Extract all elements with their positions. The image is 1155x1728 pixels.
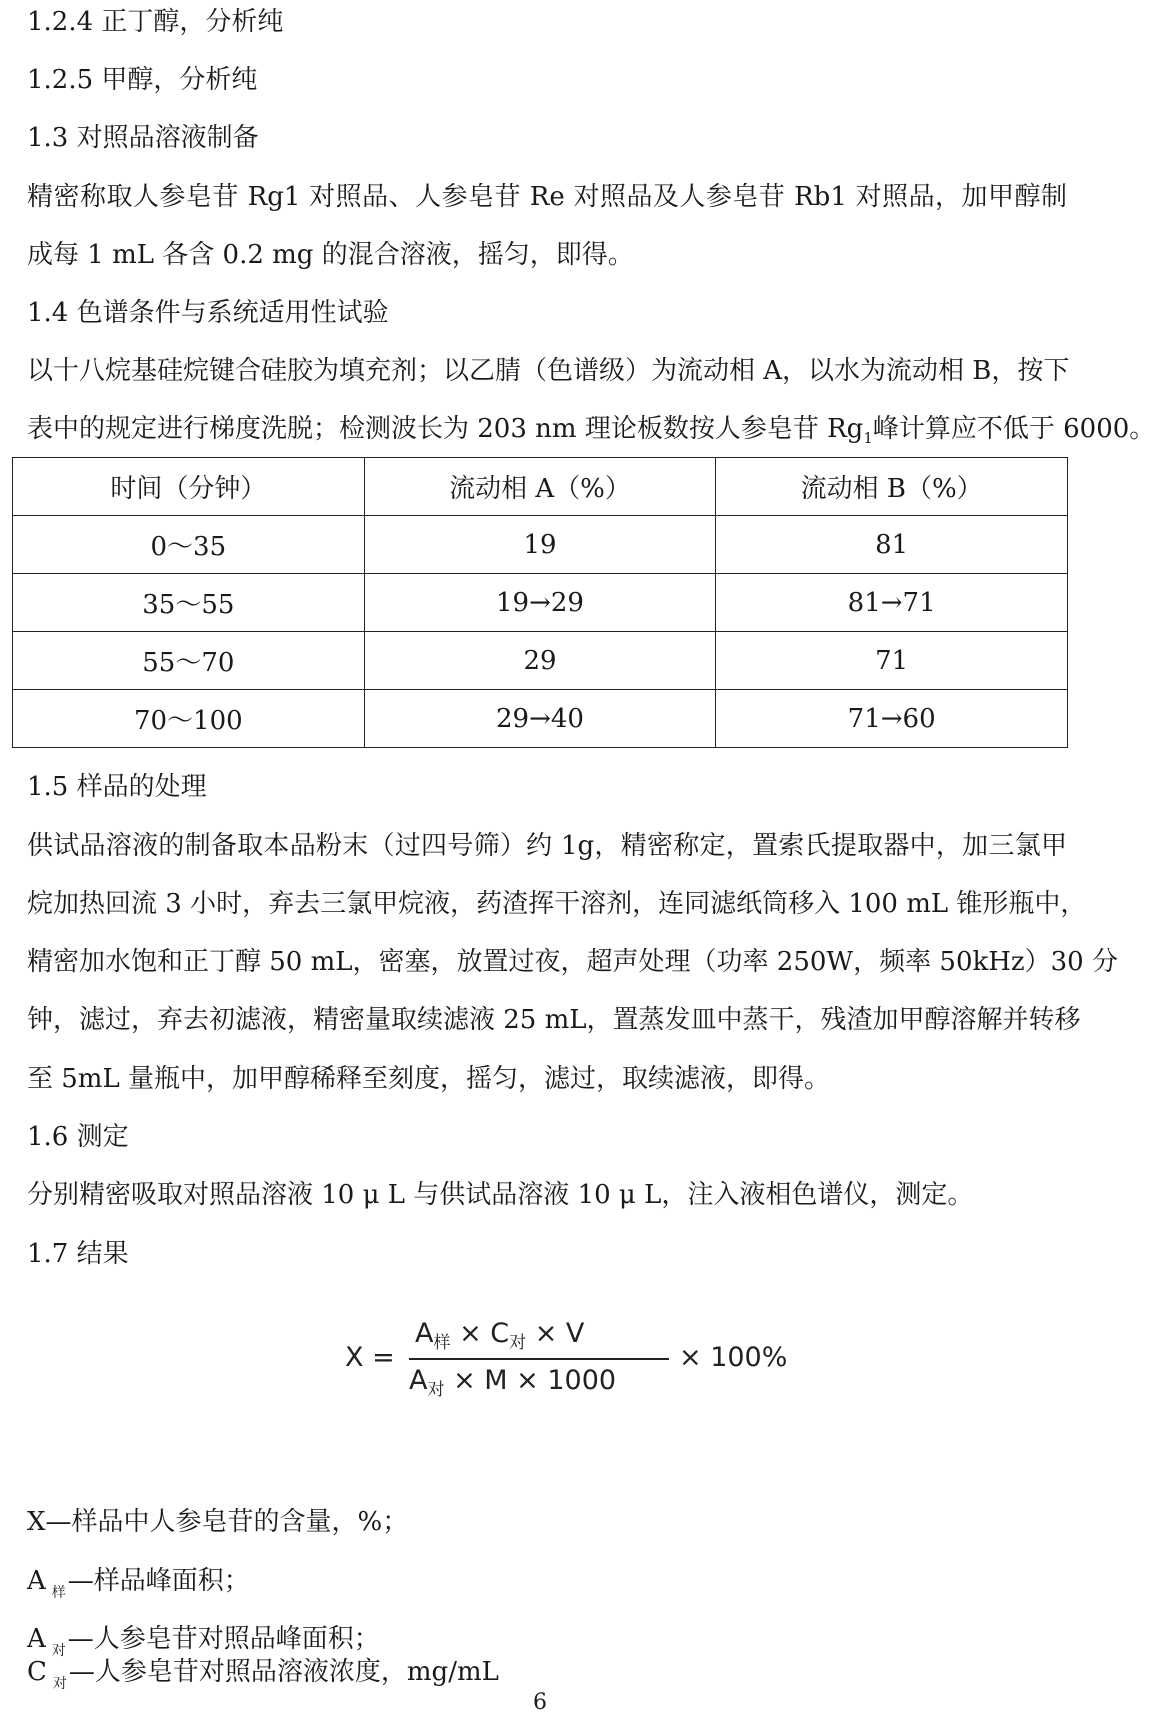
gradient-table <box>12 457 1068 748</box>
section-1-6-title: 1.6 测定 <box>27 1122 129 1152</box>
table-cell: 19→29 <box>364 574 716 632</box>
definition-text: —人参皂苷对照品溶液浓度，mg/mL <box>68 1657 499 1687</box>
formula-term: × M × 1000 <box>444 1365 617 1396</box>
section-1-6-paragraph: 分别精密吸取对照品溶液 10 μ L 与供试品溶液 10 μ L，注入液相色谱仪，测定。 <box>27 1180 974 1210</box>
table-cell: 81 <box>716 516 1068 574</box>
formula-term: × V <box>526 1318 585 1349</box>
table-cell: 29→40 <box>364 690 716 748</box>
section-1-5-title: 1.5 样品的处理 <box>27 772 207 802</box>
paragraph-text: 表中的规定进行梯度洗脱；检测波长为 203 nm 理论板数按人参皂苷 Rg <box>27 414 864 444</box>
content-formula <box>345 1310 788 1410</box>
table-cell: 55～70 <box>13 632 365 690</box>
definition-subscript: 对 <box>51 1643 66 1659</box>
formula-lhs: X = <box>345 1342 395 1373</box>
table-cell: 29 <box>364 632 716 690</box>
paragraph-text: 峰计算应不低于 6000。 <box>872 414 1155 444</box>
table-row <box>13 632 1068 690</box>
formula-term: × C <box>450 1318 510 1349</box>
definition-symbol: A <box>27 1624 46 1654</box>
formula-rhs: × 100% <box>679 1342 788 1373</box>
table-row <box>13 574 1068 632</box>
table-row <box>13 690 1068 748</box>
section-1-7-title: 1.7 结果 <box>27 1239 129 1269</box>
formula-subscript: 样 <box>433 1333 451 1353</box>
subscript: 1 <box>863 429 873 448</box>
formula-term: A <box>415 1318 434 1349</box>
definition-text: —人参皂苷对照品峰面积； <box>67 1624 380 1654</box>
section-1-5-paragraph-line-2: 烷加热回流 3 小时，弃去三氯甲烷液，药渣挥干溶剂，连同滤纸筒移入 100 mL 锥形瓶中， <box>27 889 1087 919</box>
definition-symbol: A <box>27 1566 46 1596</box>
formula-subscript: 对 <box>509 1333 527 1353</box>
table-cell: 81→71 <box>716 574 1068 632</box>
section-1-5-paragraph-line-1: 供试品溶液的制备取本品粉末（过四号筛）约 1g，精密称定，置索氏提取器中，加三氯甲 <box>27 831 1067 861</box>
table-cell: 0～35 <box>13 516 365 574</box>
definition-subscript: 对 <box>52 1676 67 1692</box>
section-1-3-title: 1.3 对照品溶液制备 <box>27 123 259 153</box>
section-1-2-4: 1.2.4 正丁醇，分析纯 <box>27 7 284 37</box>
table-cell: 35～55 <box>13 574 365 632</box>
formula-subscript: 对 <box>427 1380 445 1400</box>
section-1-5-paragraph-line-3: 精密加水饱和正丁醇 50 mL，密塞，放置过夜，超声处理（功率 250W，频率 50kHz）30 分 <box>27 947 1118 977</box>
table-cell: 19 <box>364 516 716 574</box>
table-cell: 71→60 <box>716 690 1068 748</box>
fraction-bar <box>409 1358 669 1360</box>
formula-numerator <box>415 1318 584 1353</box>
definition-subscript: 样 <box>51 1585 66 1601</box>
section-1-3-paragraph-line-2: 成每 1 mL 各含 0.2 mg 的混合溶液，摇匀，即得。 <box>27 240 634 270</box>
section-1-4-paragraph-line-1: 以十八烷基硅烷键合硅胶为填充剂；以乙腈（色谱级）为流动相 A，以水为流动相 B，按下 <box>27 356 1070 386</box>
definition-x: X—样品中人参皂苷的含量，%； <box>27 1507 409 1537</box>
definition-symbol: C <box>27 1657 47 1687</box>
section-1-5-paragraph-line-4: 钟，滤过，弃去初滤液，精密量取续滤液 25 mL，置蒸发皿中蒸干，残渣加甲醇溶解并转移 <box>27 1005 1081 1035</box>
section-1-5-paragraph-line-5: 至 5mL 量瓶中，加甲醇稀释至刻度，摇匀，滤过，取续滤液，即得。 <box>27 1064 830 1094</box>
table-cell: 70～100 <box>13 690 365 748</box>
section-1-3-paragraph-line-1: 精密称取人参皂苷 Rg1 对照品、人参皂苷 Re 对照品及人参皂苷 Rb1 对照品，加甲醇制 <box>27 182 1067 212</box>
table-header-cell: 流动相 A（%） <box>364 458 716 516</box>
formula-denominator <box>409 1365 616 1400</box>
table-header-cell: 时间（分钟） <box>13 458 365 516</box>
table-header-row <box>13 458 1068 516</box>
definition-a-sample <box>27 1563 1067 1611</box>
table-row <box>13 516 1068 574</box>
table-header-cell: 流动相 B（%） <box>716 458 1068 516</box>
page-number: 6 <box>533 1690 547 1715</box>
definition-text: —样品峰面积； <box>67 1566 250 1596</box>
section-1-4-title: 1.4 色谱条件与系统适用性试验 <box>27 298 389 328</box>
table-cell: 71 <box>716 632 1068 690</box>
formula-term: A <box>409 1365 428 1396</box>
section-1-2-5: 1.2.5 甲醇，分析纯 <box>27 65 258 95</box>
section-1-4-paragraph-line-2 <box>27 411 1155 456</box>
